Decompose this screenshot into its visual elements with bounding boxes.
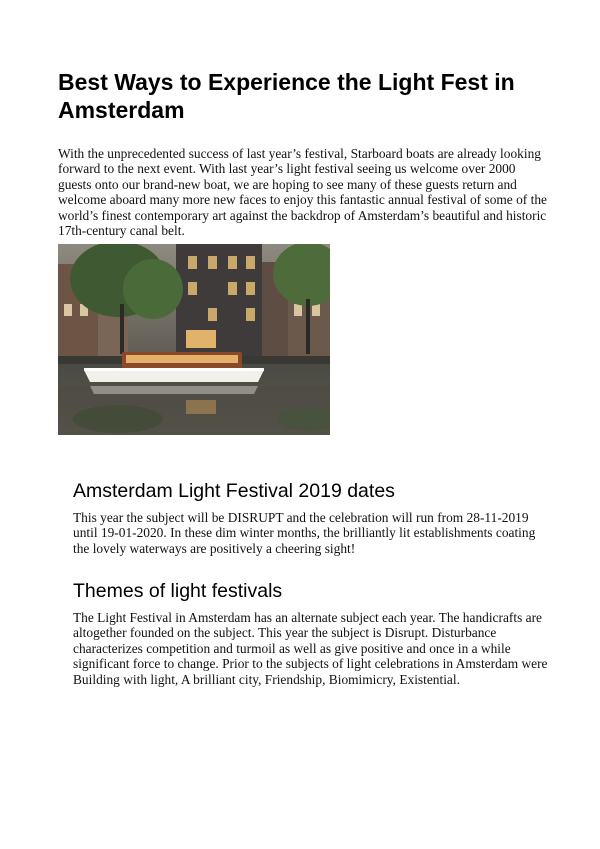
- page-title: Best Ways to Experience the Light Fest in Amsterdam: [58, 69, 515, 123]
- section-text-themes: The Light Festival in Amsterdam has an alternate subject each year. The handicrafts are altogether founded on the subject. This year the subject is Disrupt. Disturbance characterizes competition and turmoil as well as give positive and once in a while significant force to change. Prior to the subjects of light celebrations in Amsterdam were Building with light, A brilliant city, Friendship, Biomimicry, Existential.: [73, 610, 548, 687]
- section-heading-dates: Amsterdam Light Festival 2019 dates: [73, 480, 395, 502]
- section-heading-themes: Themes of light festivals: [73, 580, 283, 602]
- canal-boat-photo: [58, 244, 330, 435]
- intro-paragraph: With the unprecedented success of last year’s festival, Starboard boats are already looking forward to the next event. With last year’s light festival seeing us welcome over 2000 guests onto our brand-new boat, we are hoping to see many of these guests return and welcome aboard many more new faces to enjoy this fantastic annual festival of some of the world’s finest contemporary art against the backdrop of Amsterdam’s beautiful and historic 17th-century canal belt.: [58, 146, 547, 239]
- canal-boat-illustration: [58, 244, 330, 435]
- section-text-dates: This year the subject will be DISRUPT and the celebration will run from 28-11-2019 until 19-01-2020. In these dim winter months, the brilliantly lit establishments coating the lovely waterways are positively a cheering sight!: [73, 510, 536, 556]
